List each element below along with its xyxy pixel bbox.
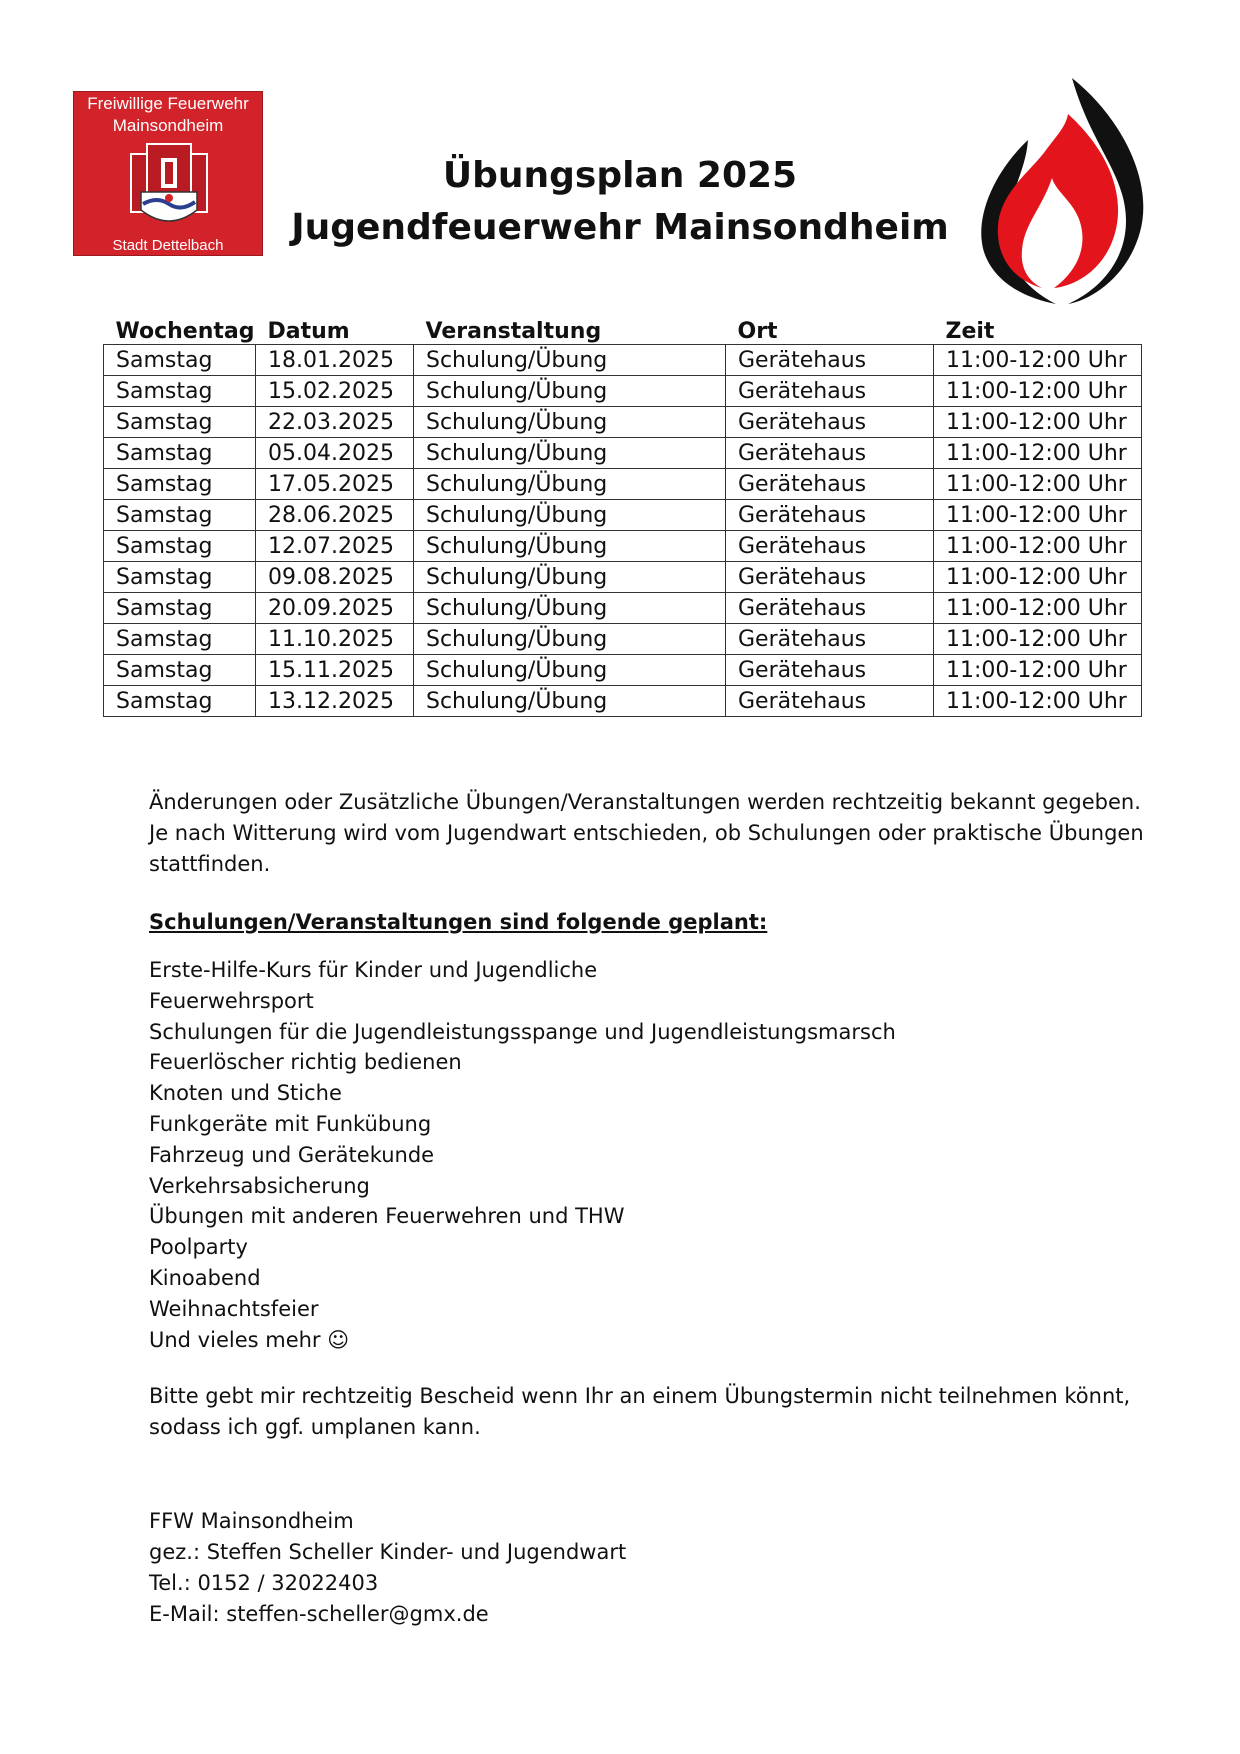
cell-event: Schulung/Übung	[414, 655, 726, 686]
header-event: Veranstaltung	[425, 319, 602, 344]
cell-location: Gerätehaus	[726, 376, 934, 407]
signature-email: E-Mail: steffen-scheller@gmx.de	[149, 1602, 489, 1626]
cell-event: Schulung/Übung	[414, 593, 726, 624]
logo-text-line2: Mainsondheim	[112, 116, 224, 135]
cell-weekday: Samstag	[104, 469, 256, 500]
fire-brigade-logo	[73, 91, 263, 256]
list-item: Feuerwehrsport	[149, 988, 314, 1013]
signature-name: gez.: Steffen Scheller Kinder- und Jugendwart	[149, 1540, 627, 1564]
cell-time: 11:00-12:00 Uhr	[934, 531, 1142, 562]
list-item: Schulungen für die Jugendleistungsspange und Jugendleistungsmarsch	[149, 1019, 896, 1044]
list-item: Kinoabend	[149, 1265, 261, 1290]
cell-date: 05.04.2025	[256, 438, 414, 469]
list-item: Verkehrsabsicherung	[149, 1173, 370, 1198]
cell-date: 09.08.2025	[256, 562, 414, 593]
list-item: Erste-Hilfe-Kurs für Kinder und Jugendliche	[149, 958, 598, 982]
cell-event: Schulung/Übung	[414, 686, 726, 717]
table-row	[104, 562, 1142, 593]
planned-list	[149, 955, 1149, 1355]
flame-icon	[972, 74, 1152, 306]
table-header-row	[104, 314, 1142, 345]
table-row	[104, 376, 1142, 407]
signature-block	[149, 1506, 1149, 1630]
list-item: Poolparty	[149, 1235, 248, 1260]
cell-weekday: Samstag	[104, 407, 256, 438]
cell-date: 11.10.2025	[256, 624, 414, 655]
list-item: Funkgeräte mit Funkübung	[149, 1111, 432, 1136]
header-location: Ort	[737, 319, 778, 344]
cell-date: 20.09.2025	[256, 593, 414, 624]
coat-of-arms-icon	[127, 140, 211, 228]
closing-paragraph: Bitte gebt mir rechtzeitig Bescheid wenn Ihr an einem Übungstermin nicht teilnehmen könnt, sodass ich ggf. umplanen kann.	[149, 1384, 1131, 1439]
cell-event: Schulung/Übung	[414, 562, 726, 593]
cell-event: Schulung/Übung	[414, 345, 726, 376]
cell-event: Schulung/Übung	[414, 531, 726, 562]
list-item: Feuerlöscher richtig bedienen	[149, 1050, 462, 1075]
table-row	[104, 655, 1142, 686]
header-time: Zeit	[945, 319, 995, 344]
list-item: Fahrzeug und Gerätekunde	[149, 1142, 435, 1167]
cell-location: Gerätehaus	[726, 469, 934, 500]
cell-time: 11:00-12:00 Uhr	[934, 469, 1142, 500]
cell-weekday: Samstag	[104, 593, 256, 624]
header-weekday: Wochentag	[115, 319, 255, 344]
page-title	[260, 150, 980, 254]
table-row	[104, 624, 1142, 655]
cell-date: 12.07.2025	[256, 531, 414, 562]
table-row	[104, 531, 1142, 562]
cell-weekday: Samstag	[104, 562, 256, 593]
cell-location: Gerätehaus	[726, 624, 934, 655]
title-line1: Übungsplan 2025	[442, 155, 798, 196]
signature-org: FFW Mainsondheim	[149, 1509, 354, 1533]
cell-location: Gerätehaus	[726, 686, 934, 717]
signature-phone: Tel.: 0152 / 32022403	[149, 1571, 379, 1595]
cell-time: 11:00-12:00 Uhr	[934, 345, 1142, 376]
header-date: Datum	[267, 319, 350, 344]
table-row	[104, 686, 1142, 717]
cell-location: Gerätehaus	[726, 438, 934, 469]
cell-time: 11:00-12:00 Uhr	[934, 686, 1142, 717]
cell-weekday: Samstag	[104, 686, 256, 717]
table-row	[104, 407, 1142, 438]
cell-weekday: Samstag	[104, 345, 256, 376]
cell-weekday: Samstag	[104, 655, 256, 686]
cell-event: Schulung/Übung	[414, 469, 726, 500]
cell-location: Gerätehaus	[726, 562, 934, 593]
cell-date: 13.12.2025	[256, 686, 414, 717]
cell-weekday: Samstag	[104, 376, 256, 407]
cell-location: Gerätehaus	[726, 345, 934, 376]
cell-location: Gerätehaus	[726, 500, 934, 531]
cell-location: Gerätehaus	[726, 407, 934, 438]
cell-time: 11:00-12:00 Uhr	[934, 562, 1142, 593]
list-item: Weihnachtsfeier	[149, 1296, 319, 1321]
cell-time: 11:00-12:00 Uhr	[934, 500, 1142, 531]
cell-event: Schulung/Übung	[414, 407, 726, 438]
cell-event: Schulung/Übung	[414, 376, 726, 407]
cell-time: 11:00-12:00 Uhr	[934, 624, 1142, 655]
cell-location: Gerätehaus	[726, 531, 934, 562]
cell-event: Schulung/Übung	[414, 500, 726, 531]
cell-location: Gerätehaus	[726, 593, 934, 624]
list-item: Und vieles mehr ☺	[149, 1327, 350, 1352]
cell-time: 11:00-12:00 Uhr	[934, 593, 1142, 624]
intro-paragraph: Änderungen oder Zusätzliche Übungen/Veranstaltungen werden rechtzeitig bekannt gegeben. Je nach Witterung wird vom Jugendwart entschieden, ob Schulungen oder praktische Übungen stattfinden.	[149, 790, 1144, 876]
list-item: Übungen mit anderen Feuerwehren und THW	[149, 1204, 625, 1229]
title-line2: Jugendfeuerwehr Mainsondheim	[291, 207, 949, 248]
cell-weekday: Samstag	[104, 624, 256, 655]
cell-date: 18.01.2025	[256, 345, 414, 376]
cell-date: 17.05.2025	[256, 469, 414, 500]
list-item: Knoten und Stiche	[149, 1081, 342, 1106]
cell-event: Schulung/Übung	[414, 624, 726, 655]
cell-event: Schulung/Übung	[414, 438, 726, 469]
logo-text-line1: Freiwillige Feuerwehr	[87, 94, 249, 113]
cell-time: 11:00-12:00 Uhr	[934, 438, 1142, 469]
cell-date: 15.11.2025	[256, 655, 414, 686]
cell-location: Gerätehaus	[726, 655, 934, 686]
cell-time: 11:00-12:00 Uhr	[934, 655, 1142, 686]
schedule-table	[103, 314, 1142, 717]
table-row	[104, 345, 1142, 376]
planned-heading: Schulungen/Veranstaltungen sind folgende geplant:	[149, 910, 768, 934]
table-row	[104, 469, 1142, 500]
logo-text-line3: Stadt Dettelbach	[112, 237, 224, 254]
cell-time: 11:00-12:00 Uhr	[934, 376, 1142, 407]
table-row	[104, 593, 1142, 624]
cell-weekday: Samstag	[104, 531, 256, 562]
cell-weekday: Samstag	[104, 500, 256, 531]
table-row	[104, 500, 1142, 531]
cell-date: 15.02.2025	[256, 376, 414, 407]
cell-time: 11:00-12:00 Uhr	[934, 407, 1142, 438]
cell-date: 28.06.2025	[256, 500, 414, 531]
cell-weekday: Samstag	[104, 438, 256, 469]
table-row	[104, 438, 1142, 469]
cell-date: 22.03.2025	[256, 407, 414, 438]
